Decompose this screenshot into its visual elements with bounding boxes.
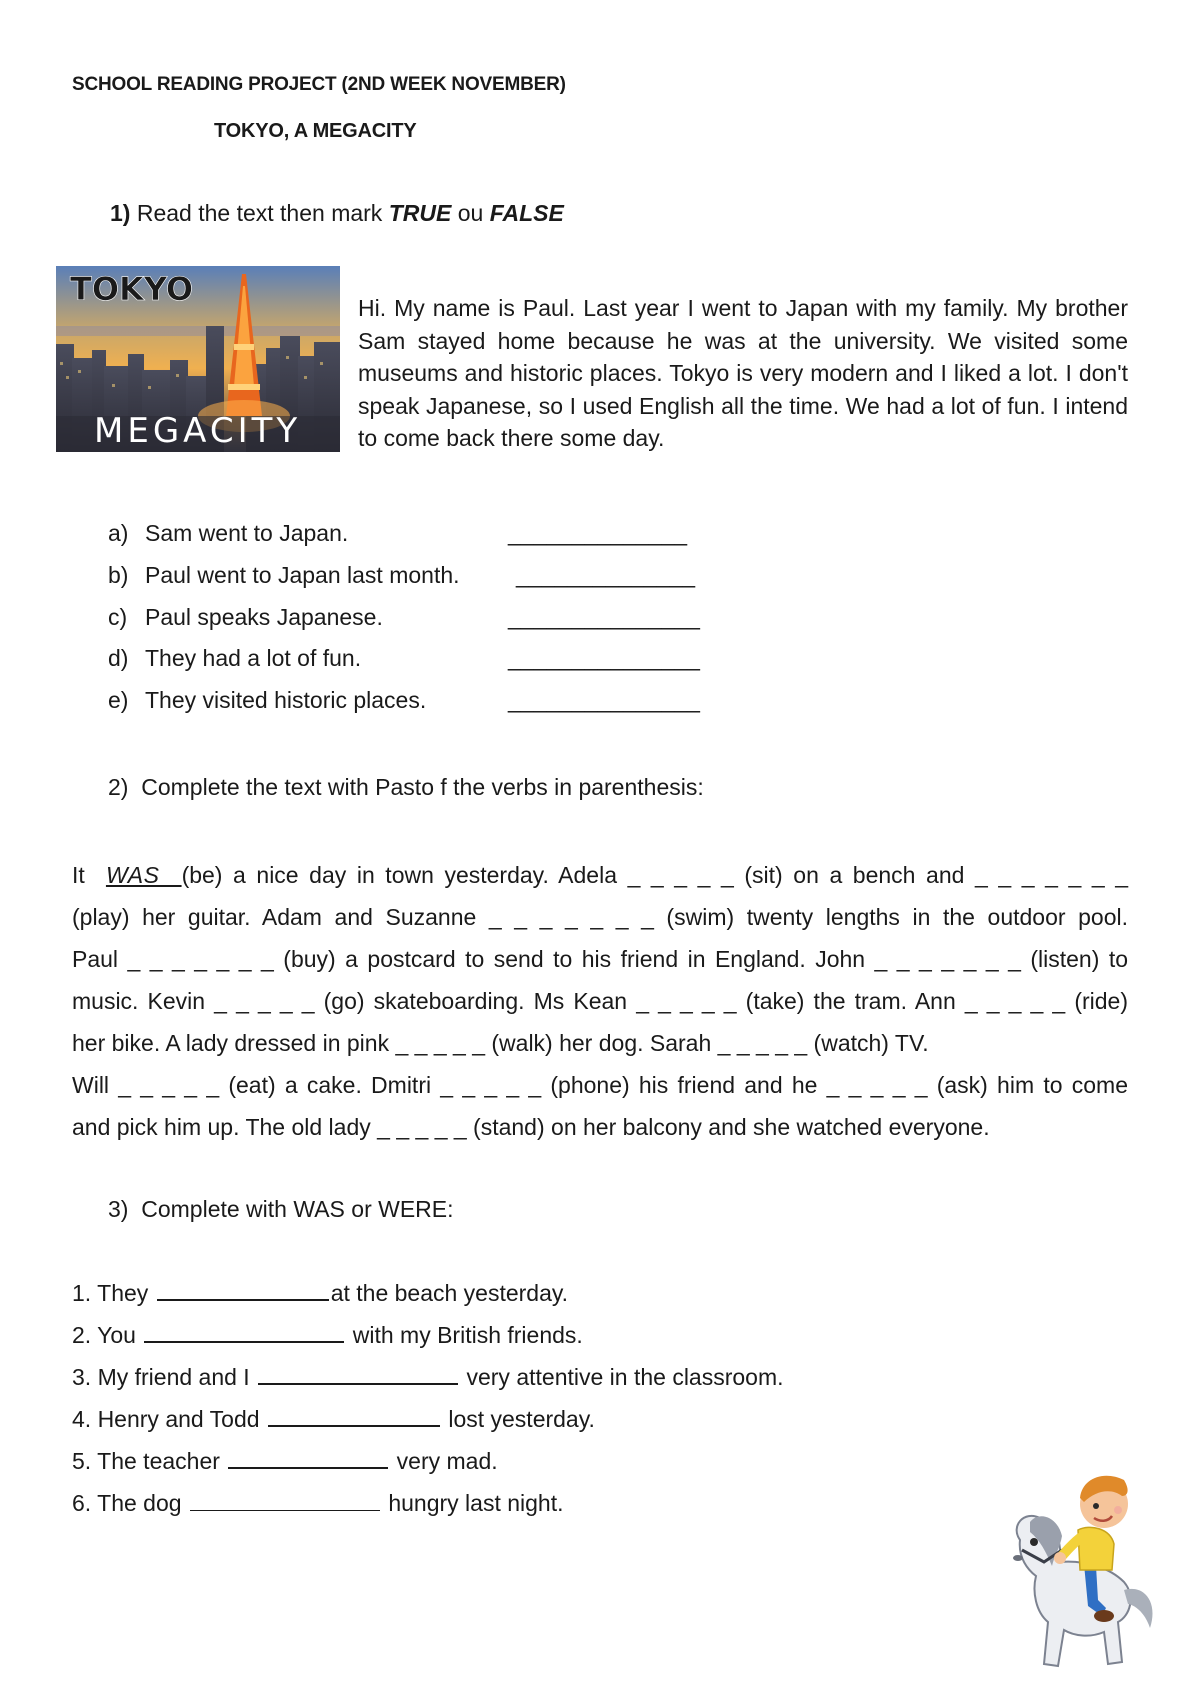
item-letter: b)	[108, 562, 129, 588]
cloze-line: Will _ _ _ _ _ (eat) a cake. Dmitri _ _ _ _ _ (phone) his friend and he _ _ _ _ _ (ask) him to come	[72, 1072, 1128, 1098]
item-suffix: lost yesterday.	[441, 1406, 595, 1432]
was-were-item-5	[72, 1448, 498, 1475]
item-suffix: at the beach yesterday.	[330, 1280, 569, 1306]
item-suffix: hungry last night.	[381, 1490, 564, 1516]
item-letter: e)	[108, 687, 129, 713]
item-prefix: 4. Henry and Todd	[72, 1406, 266, 1432]
item-statement: Paul speaks Japanese.	[145, 604, 383, 630]
item-statement: They visited historic places.	[145, 687, 427, 713]
was-were-item-3	[72, 1364, 784, 1391]
answer-blank[interactable]	[190, 1508, 380, 1511]
item-prefix: 2. You	[72, 1322, 143, 1348]
item-letter: a)	[108, 520, 129, 546]
cloze-passage	[72, 854, 1128, 1148]
answer-blank[interactable]	[268, 1423, 440, 1427]
boy-on-horse-illustration	[1000, 1466, 1176, 1698]
item-suffix: with my British friends.	[346, 1322, 583, 1348]
joiner-word: ou	[457, 200, 484, 226]
cloze-line: her bike. A lady dressed in pink _ _ _ _ _ (walk) her dog. Sarah _ _ _ _ _ (watch) TV.	[72, 1030, 929, 1056]
cloze-line	[72, 854, 1128, 896]
cloze-text: (be) a nice day in town yesterday. Adela _ _ _ _ _ (sit) on a bench and _ _ _ _ _ _ _	[181, 862, 1128, 888]
item-prefix: 1. They	[72, 1280, 155, 1306]
tf-item-a	[0, 520, 1200, 550]
item-letter: d)	[108, 645, 129, 671]
question-number: 1)	[110, 200, 131, 226]
false-word: FALSE	[489, 200, 564, 226]
item-statement: Paul went to Japan last month.	[145, 562, 460, 588]
reading-passage: Hi. My name is Paul. Last year I went to Japan with my family. My brother Sam stayed home because he was at the university. We visited some museums and historic places. Tokyo is very modern and I liked a lot. I don't speak Japanese, so I used English all the time. We had a lot of fun. I intend to come back there some day.	[358, 295, 1128, 451]
answer-blank[interactable]	[157, 1297, 329, 1301]
tf-item-d	[0, 645, 1200, 675]
item-suffix: very attentive in the classroom.	[460, 1364, 784, 1390]
answer-blank[interactable]: _______________	[508, 687, 700, 713]
example-answer: WAS	[105, 862, 182, 888]
was-were-item-6	[72, 1490, 564, 1517]
answer-blank[interactable]	[228, 1465, 388, 1469]
instruction-text: Read the text then mark	[136, 200, 383, 226]
item-prefix: 5. The teacher	[72, 1448, 227, 1474]
cloze-line: music. Kevin _ _ _ _ _ (go) skateboarding. Ms Kean _ _ _ _ _ (take) the tram. Ann _ _ _ _ _ (ride)	[72, 988, 1128, 1014]
question-2-heading: 2) Complete the text with Pasto f the verbs in parenthesis:	[108, 774, 704, 800]
question-1-heading	[110, 200, 564, 227]
question-3-heading: 3) Complete with WAS or WERE:	[108, 1196, 454, 1222]
item-statement: Sam went to Japan.	[145, 520, 349, 546]
cloze-line: Paul _ _ _ _ _ _ _ (buy) a postcard to send to his friend in England. John _ _ _ _ _ _ _ (listen) to	[72, 946, 1128, 972]
true-word: TRUE	[388, 200, 452, 226]
cloze-line: (play) her guitar. Adam and Suzanne _ _ _ _ _ _ _ (swim) twenty lengths in the outdoor pool.	[72, 904, 1128, 930]
answer-blank[interactable]: _______________	[508, 645, 700, 671]
item-prefix: 3. My friend and I	[72, 1364, 257, 1390]
item-prefix: 6. The dog	[72, 1490, 188, 1516]
answer-blank[interactable]	[144, 1339, 344, 1343]
was-were-item-4	[72, 1406, 595, 1433]
answer-blank[interactable]	[258, 1381, 458, 1385]
tf-item-b	[0, 562, 1200, 592]
was-were-item-2	[72, 1322, 583, 1349]
tf-item-c	[0, 604, 1200, 634]
document-title: TOKYO, A MEGACITY	[214, 120, 417, 142]
was-were-item-1	[72, 1280, 568, 1307]
item-statement: They had a lot of fun.	[145, 645, 362, 671]
svg-text:TOKYO: TOKYO	[70, 270, 194, 308]
answer-blank[interactable]: ______________	[516, 562, 696, 588]
answer-blank[interactable]: _______________	[508, 604, 700, 630]
tf-item-e	[0, 687, 1200, 717]
project-title: SCHOOL READING PROJECT (2ND WEEK NOVEMBER)	[72, 74, 566, 95]
svg-text:MEGACITY: MEGACITY	[94, 411, 302, 451]
tokyo-megacity-image	[56, 266, 340, 452]
cloze-line: and pick him up. The old lady _ _ _ _ _ (stand) on her balcony and she watched everyone.	[72, 1114, 990, 1140]
item-suffix: very mad.	[390, 1448, 498, 1474]
item-letter: c)	[108, 604, 128, 630]
cloze-text: It	[72, 862, 106, 888]
answer-blank[interactable]: ______________	[508, 520, 688, 546]
